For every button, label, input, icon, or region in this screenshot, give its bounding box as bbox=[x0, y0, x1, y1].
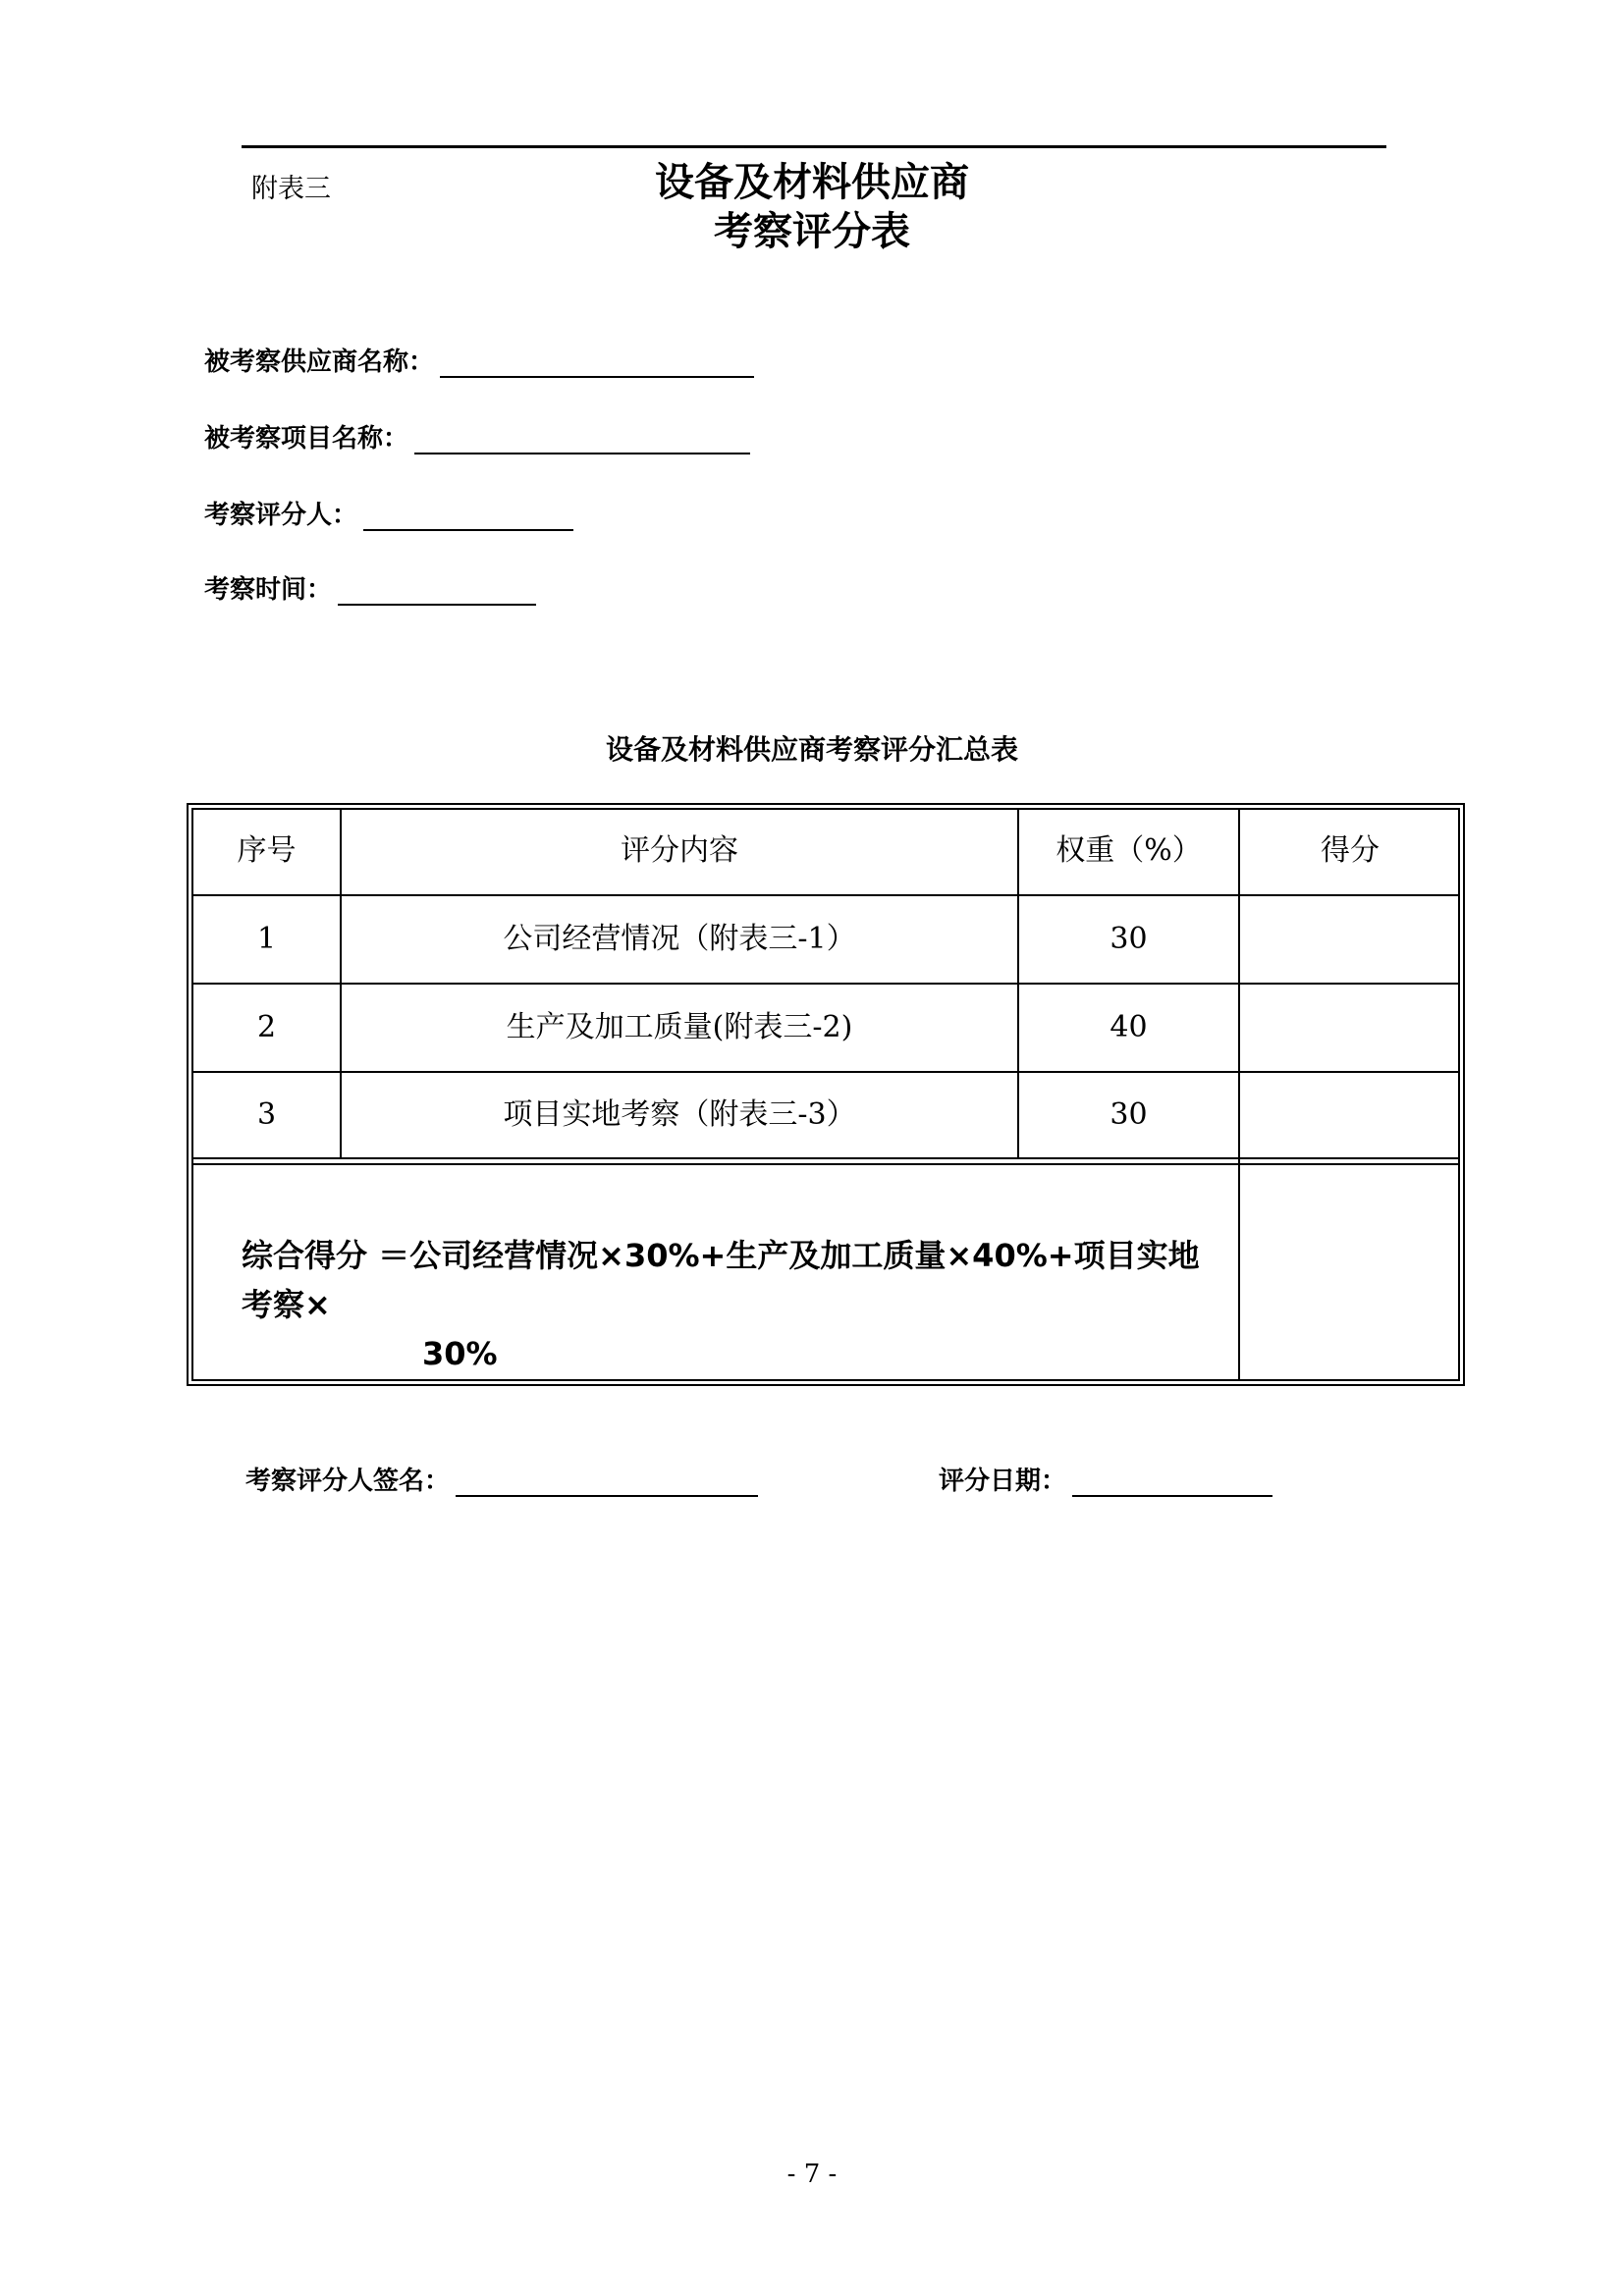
document-title-line1: 设备及材料供应商 bbox=[655, 160, 969, 205]
row2-no: 2 bbox=[256, 1010, 277, 1044]
row1-content: 公司经营情况（附表三-1） bbox=[503, 922, 856, 956]
summary-formula bbox=[242, 1231, 1204, 1378]
row2-weight: 40 bbox=[1110, 1010, 1148, 1044]
header-weight: 权重（%） bbox=[1056, 833, 1202, 868]
signer-label: 考察评分人签名： bbox=[245, 1467, 451, 1496]
page-number: - 7 - bbox=[786, 2160, 838, 2189]
row1-no: 1 bbox=[256, 922, 277, 956]
date-field bbox=[939, 1461, 1272, 1497]
project-name-label: 被考察项目名称： bbox=[204, 424, 409, 454]
supplier-name-field bbox=[204, 342, 754, 378]
row1-weight: 30 bbox=[1110, 922, 1148, 956]
signer-input[interactable] bbox=[456, 1466, 758, 1497]
supplier-name-label: 被考察供应商名称： bbox=[204, 347, 435, 377]
project-name-input[interactable] bbox=[414, 423, 750, 454]
row3-weight: 30 bbox=[1110, 1097, 1148, 1132]
table-row-divider bbox=[191, 1071, 1460, 1073]
row2-content: 生产及加工质量(附表三-2) bbox=[506, 1010, 853, 1044]
project-name-field bbox=[204, 418, 750, 454]
date-input[interactable] bbox=[1072, 1466, 1272, 1497]
document-title-line2: 考察评分表 bbox=[714, 209, 910, 254]
supplier-name-input[interactable] bbox=[440, 347, 754, 378]
table-col-divider bbox=[1238, 808, 1240, 1381]
date-label: 评分日期： bbox=[939, 1467, 1067, 1496]
table-title: 设备及材料供应商考察评分汇总表 bbox=[605, 733, 1018, 766]
header-rule bbox=[242, 145, 1386, 148]
evaluator-input[interactable] bbox=[363, 500, 573, 531]
table-row-divider bbox=[191, 894, 1460, 896]
header-score: 得分 bbox=[1321, 833, 1380, 868]
table-row-divider bbox=[191, 1157, 1460, 1159]
header-no: 序号 bbox=[237, 833, 297, 868]
header-content: 评分内容 bbox=[621, 833, 738, 868]
evaluator-field bbox=[204, 495, 573, 531]
attachment-label: 附表三 bbox=[251, 174, 331, 204]
inspection-time-field bbox=[204, 569, 536, 606]
table-row-divider bbox=[191, 983, 1460, 985]
row3-content: 项目实地考察（附表三-3） bbox=[503, 1097, 856, 1132]
inspection-time-label: 考察时间： bbox=[204, 575, 333, 605]
row3-no: 3 bbox=[256, 1097, 277, 1132]
inspection-time-input[interactable] bbox=[338, 574, 536, 606]
signer-field bbox=[245, 1461, 758, 1497]
table-row-divider bbox=[191, 1163, 1460, 1165]
summary-formula-line1: 综合得分 ＝公司经营情况×30%+生产及加工质量×40%+项目实地考察× bbox=[242, 1237, 1200, 1323]
evaluator-label: 考察评分人： bbox=[204, 501, 358, 530]
summary-formula-line2: 30% bbox=[422, 1335, 498, 1372]
